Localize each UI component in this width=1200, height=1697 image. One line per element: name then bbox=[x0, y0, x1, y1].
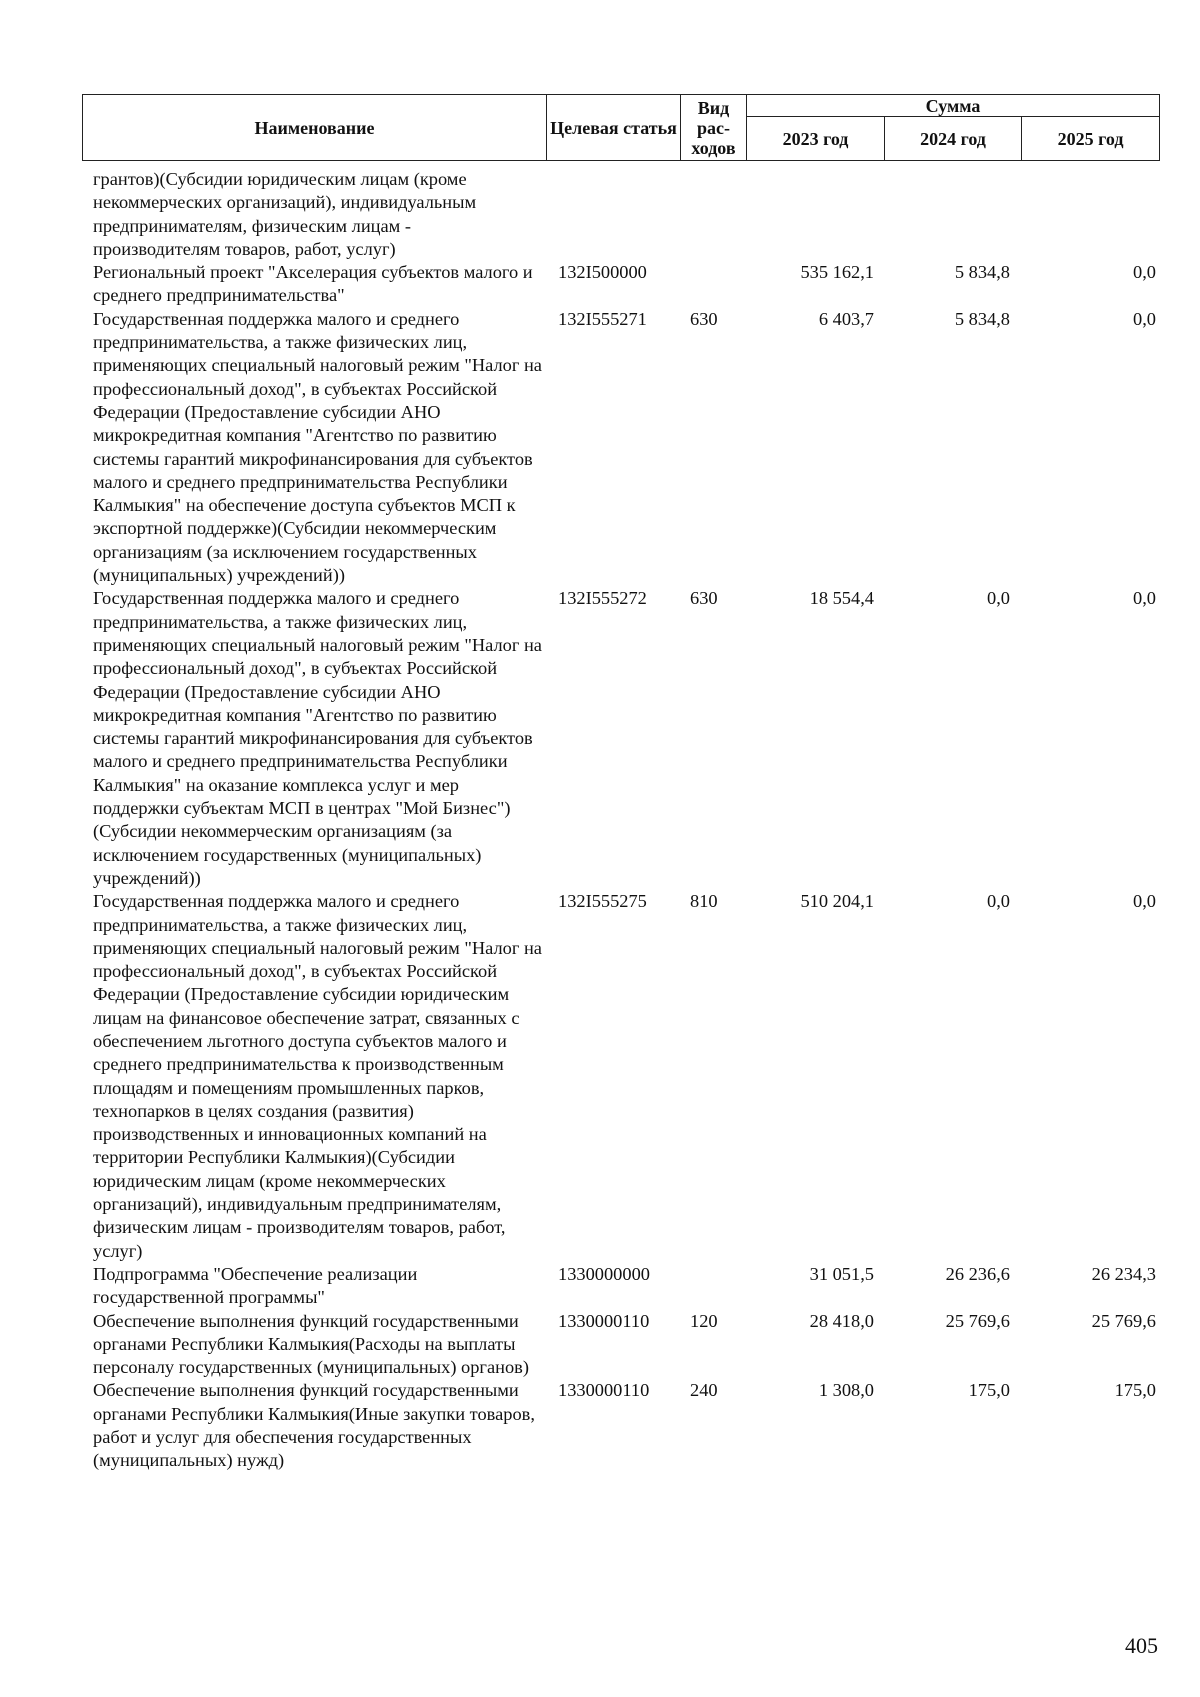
row-sum-2023: 535 162,1 bbox=[800, 262, 874, 283]
row-sum-2025: 0,0 bbox=[1133, 891, 1156, 912]
row-sum-2024: 0,0 bbox=[987, 891, 1010, 912]
row-name: Обеспечение выполнения функций государственными органами Республики Калмыкия(Расходы на выплаты персоналу государственных (муниципальных) органов) bbox=[93, 1310, 529, 1378]
header-expense-kind: Вид рас-ходов bbox=[681, 95, 747, 161]
row-expense-kind: 810 bbox=[690, 891, 718, 912]
row-sum-2023 bbox=[746, 168, 884, 261]
row-sum-2024 bbox=[884, 168, 1021, 261]
row-name: Государственная поддержка малого и среднего предпринимательства, а также физических лиц, применяющих специальный налоговый режим "Налог на профессиональный доход", в субъектах Российской Федерации (Предоставление субсидии АНО микрокредитная компания "Агентство по развитию системы гарантий микрофинансирования для субъектов малого и среднего предпринимательства Республики Калмыкия" на оказание комплекса услуг и мер поддержки субъектам МСП в центрах "Мой Бизнес")(Субсидии некоммерческим организациям (за исключением государственных (муниципальных) учреждений)) bbox=[93, 588, 542, 888]
table-body bbox=[82, 168, 1159, 1473]
table-header bbox=[82, 94, 1160, 161]
row-target-article bbox=[546, 168, 680, 261]
table-row bbox=[82, 1310, 1159, 1380]
budget-table bbox=[82, 168, 1159, 1473]
table-row bbox=[82, 308, 1159, 588]
row-expense-kind bbox=[680, 261, 746, 308]
row-name: грантов)(Субсидии юридическим лицам (кроме некоммерческих организаций), индивидуальным предпринимателям, физическим лицам - производителям товаров, работ, услуг) bbox=[93, 169, 477, 259]
row-sum-2025: 25 769,6 bbox=[1091, 1310, 1156, 1331]
row-expense-kind: 630 bbox=[690, 308, 718, 329]
header-year-2025: 2025 год bbox=[1022, 117, 1160, 161]
row-sum-2024: 25 769,6 bbox=[945, 1310, 1010, 1331]
row-expense-kind bbox=[680, 1263, 746, 1310]
row-target-article: 1330000110 bbox=[558, 1310, 650, 1331]
row-name: Обеспечение выполнения функций государственными органами Республики Калмыкия(Иные закупки товаров, работ и услуг для обеспечения государственных (муниципальных) нужд) bbox=[93, 1380, 535, 1471]
table-row bbox=[82, 587, 1159, 890]
row-sum-2024: 5 834,8 bbox=[954, 308, 1010, 329]
row-sum-2024: 26 236,6 bbox=[945, 1263, 1010, 1284]
header-year-2024: 2024 год bbox=[885, 117, 1022, 161]
table-row bbox=[82, 890, 1159, 1263]
row-target-article: 132I555272 bbox=[558, 588, 647, 609]
row-sum-2023: 6 403,7 bbox=[818, 308, 874, 329]
row-name: Государственная поддержка малого и среднего предпринимательства, а также физических лиц, применяющих специальный налоговый режим "Налог на профессиональный доход", в субъектах Российской Федерации (Предоставление субсидии АНО микрокредитная компания "Агентство по развитию системы гарантий микрофинансирования для субъектов малого и среднего предпринимательства Республики Калмыкия" на обеспечение доступа субъектов МСП к экспортной поддержке)(Субсидии некоммерческим организациям (за исключением государственных (муниципальных) учреждений)) bbox=[93, 308, 542, 586]
header-year-2023: 2023 год bbox=[747, 117, 885, 161]
row-sum-2023: 510 204,1 bbox=[800, 891, 874, 912]
header-sum: Сумма bbox=[747, 95, 1160, 117]
row-name: Региональный проект "Акселерация субъектов малого и среднего предпринимательства" bbox=[93, 262, 533, 306]
row-sum-2025: 0,0 bbox=[1133, 262, 1156, 283]
row-target-article: 132I555271 bbox=[558, 308, 647, 329]
row-target-article: 1330000000 bbox=[558, 1263, 650, 1284]
row-target-article: 1330000110 bbox=[558, 1380, 650, 1401]
table-row bbox=[82, 1379, 1159, 1472]
table-row bbox=[82, 1263, 1159, 1310]
row-sum-2024: 5 834,8 bbox=[954, 262, 1010, 283]
header-name: Наименование bbox=[83, 95, 547, 161]
row-expense-kind bbox=[680, 168, 746, 261]
row-target-article: 132I555275 bbox=[558, 891, 647, 912]
row-name: Подпрограмма "Обеспечение реализации государственной программы" bbox=[93, 1263, 418, 1308]
row-sum-2024: 0,0 bbox=[987, 588, 1010, 609]
row-sum-2023: 1 308,0 bbox=[818, 1380, 874, 1401]
row-expense-kind: 240 bbox=[690, 1380, 718, 1401]
row-sum-2025: 0,0 bbox=[1133, 308, 1156, 329]
row-sum-2023: 18 554,4 bbox=[809, 588, 874, 609]
header-target-article: Целевая статья bbox=[547, 95, 681, 161]
row-sum-2023: 31 051,5 bbox=[809, 1263, 874, 1284]
row-sum-2024: 175,0 bbox=[968, 1380, 1010, 1401]
row-expense-kind: 630 bbox=[690, 588, 718, 609]
row-sum-2025: 26 234,3 bbox=[1091, 1263, 1156, 1284]
row-expense-kind: 120 bbox=[690, 1310, 718, 1331]
row-target-article: 132I500000 bbox=[558, 262, 647, 283]
row-sum-2025: 175,0 bbox=[1114, 1380, 1156, 1401]
row-sum-2023: 28 418,0 bbox=[809, 1310, 874, 1331]
table-row bbox=[82, 168, 1159, 261]
row-sum-2025: 0,0 bbox=[1133, 588, 1156, 609]
row-name: Государственная поддержка малого и среднего предпринимательства, а также физических лиц, применяющих специальный налоговый режим "Налог на профессиональный доход", в субъектах Российской Федерации (Предоставление субсидии юридическим лицам на финансовое обеспечение затрат, связанных с обеспечением льготного доступа субъектов малого и среднего предпринимательства к производственным площадям и помещениям промышленных парков, технопарков в целях создания (развития) производственных и инновационных компаний на территории Республики Калмыкия)(Субсидии юридическим лицам (кроме некоммерческих организаций), индивидуальным предпринимателям, физическим лицам - производителям товаров, работ, услуг) bbox=[93, 891, 542, 1261]
table-row bbox=[82, 261, 1159, 308]
page-number: 405 bbox=[1125, 1633, 1158, 1658]
row-sum-2025 bbox=[1021, 168, 1159, 261]
